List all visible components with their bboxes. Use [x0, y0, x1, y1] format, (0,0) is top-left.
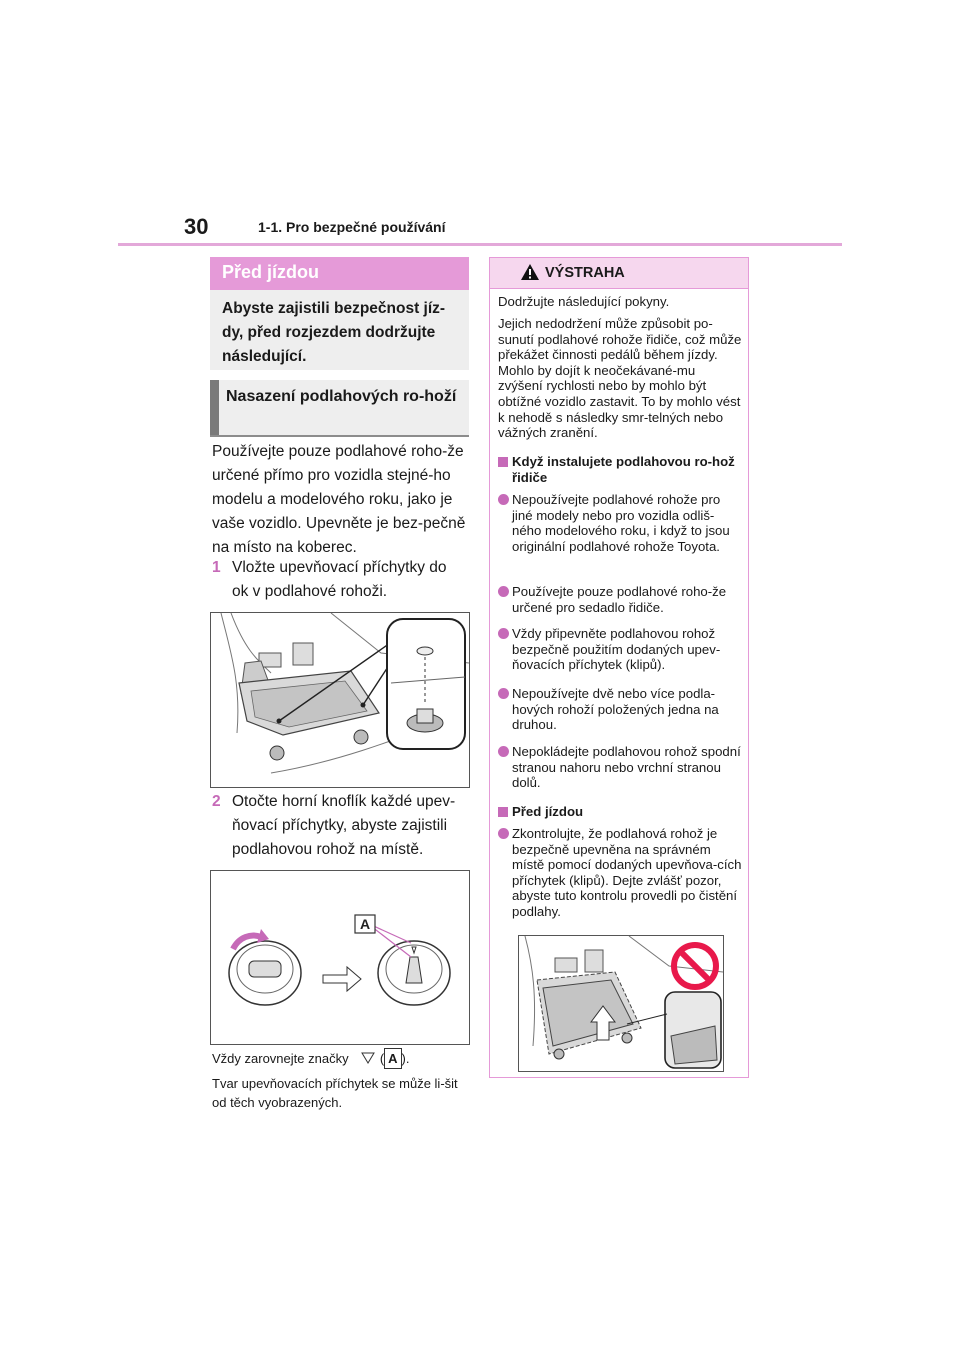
page-number: 30 [184, 214, 209, 239]
intro-box [210, 290, 469, 370]
caption-alignment-text: Vždy zarovnejte značky [212, 1051, 349, 1066]
warning-title: VÝSTRAHA [545, 265, 625, 281]
body-paragraph: Používejte pouze podlahové roho-že určené přímo pro vozidla stejné-ho modelu a modelového roku, jako je vaše vozidlo. Upevněte je bez-pečně na místo na koberec. [212, 443, 466, 556]
warning-box [489, 257, 749, 1078]
warning-bullet: Nepoužívejte podlahové rohože pro jiné modely nebo pro vozidla odliš-ného modelového roku, i když to jsou originální podlahové rohože Toyota. [498, 492, 742, 570]
figure-clip-rotation [210, 870, 470, 1045]
warning-bullet: Nepokládejte podlahovou rohož spodní stranou nahoru nebo vrchní stranou dolů. [498, 744, 742, 792]
step-1 [212, 556, 470, 604]
intro-text: Abyste zajistili bezpečnost jíz-dy, před rozjezdem dodržujte následující. [222, 300, 446, 365]
dot-bullet [498, 746, 509, 757]
dot-bullet [498, 628, 509, 639]
prohibited-mat-illustration [519, 936, 723, 1071]
section-title-bar [210, 257, 469, 290]
section-title: Před jízdou [222, 262, 320, 282]
dot-bullet [498, 688, 509, 699]
step-2 [212, 790, 470, 862]
dot-bullet [498, 586, 509, 597]
dot-bullet [498, 494, 509, 505]
clip-rotation-illustration [211, 871, 469, 1044]
subheading: Nasazení podlahových ro-hoží [226, 388, 457, 405]
warning-header [490, 258, 748, 289]
triangle-mark-icon [360, 1051, 376, 1065]
warning-bullet: Nepoužívejte dvě nebo více podla-hových rohoží položených jedna na druhou. [498, 686, 742, 734]
figure-clip-insertion [210, 612, 470, 788]
step-number: 1 [212, 559, 221, 576]
square-bullet [498, 457, 508, 467]
warning-bullet: Používejte pouze podlahové roho-že určené pro sedadlo řidiče. [498, 584, 742, 616]
floor-mat-illustration [211, 613, 469, 787]
dot-bullet [498, 828, 509, 839]
warning-bullet: Vždy připevněte podlahovou rohož bezpečně použitím dodaných upev-ňovacích příchytek (klipů). [498, 626, 742, 674]
warning-subheading-install: Když instalujete podlahovou ro-hož řidiče [498, 454, 742, 486]
caption-shape-note: Tvar upevňovacích příchytek se může li-šit od těch vyobrazených. [212, 1076, 458, 1110]
running-header: 1-1. Pro bezpečné používání [258, 219, 446, 235]
header-rule [118, 243, 842, 246]
warning-consequence: Jejich nedodržení může způsobit po-sunutí podlahové rohože řidiče, což může překážet činnosti pedálů během jízdy. Mohlo by dojít k neočekávané-mu zvýšení rychlosti nebo by mohlo být obtížné vozidlo zastavit. To by mohlo vést k nehodě s následky smr-telných nebo vážných zranění. [498, 316, 742, 441]
square-bullet [498, 807, 508, 817]
subheading-accent [210, 380, 219, 435]
caption-label-a: A [384, 1048, 401, 1069]
step-number: 2 [212, 793, 221, 810]
warning-bullet: Zkontrolujte, že podlahová rohož je bezpečně upevněna na správném místě pomocí dodaných upevňova-cích příchytek (klipů). Dejte zvlášť pozor, abyste tuto kontrolu provedli po čistění podlahy. [498, 826, 742, 920]
step-text: Vložte upevňovací příchytky do ok v podlahové rohoži. [232, 559, 447, 600]
figure-wrong-mat [518, 935, 724, 1072]
caption-alignment: Vždy zarovnejte značky ( A ). [212, 1048, 470, 1069]
figure-label-a: A [359, 916, 371, 932]
warning-intro: Dodržujte následující pokyny. [498, 294, 670, 309]
step-text: Otočte horní knoflík každé upev-ňovací příchytky, abyste zajistili podlahovou rohož na místě. [232, 793, 456, 858]
warning-subheading-before-driving: Před jízdou [498, 804, 742, 820]
warning-triangle-icon [520, 263, 540, 281]
subheading-box [210, 380, 469, 437]
